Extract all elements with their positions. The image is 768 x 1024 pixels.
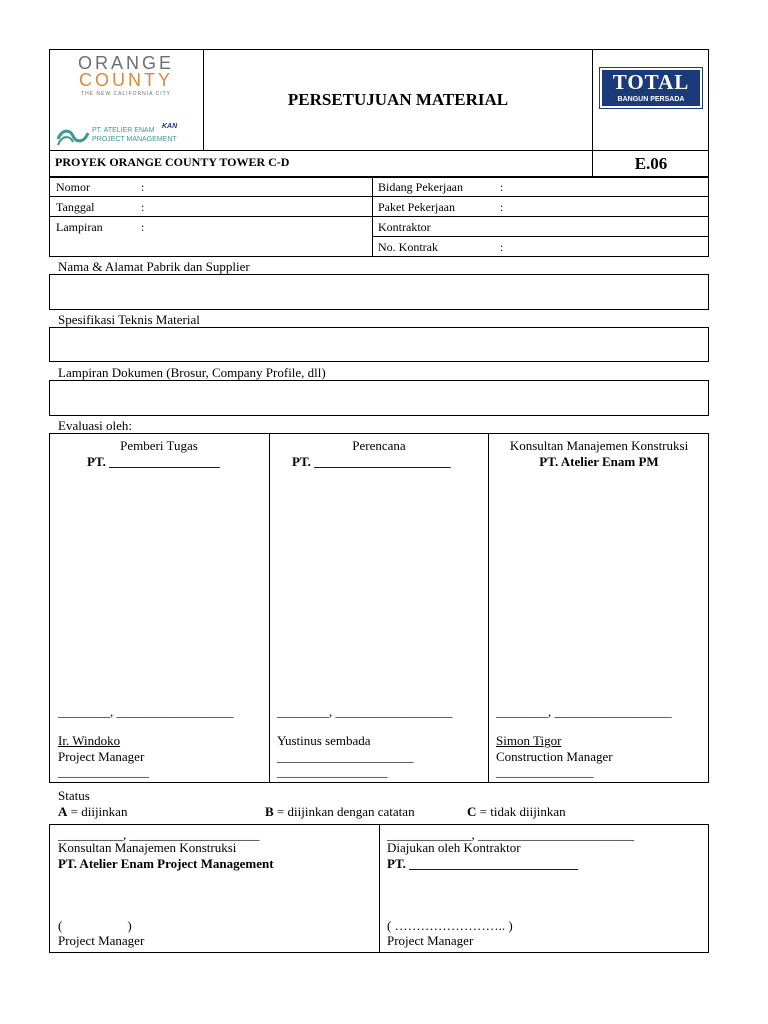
- approval-right-title: Project Manager: [387, 933, 474, 948]
- evaluator-1-name: Ir. Windoko: [58, 733, 121, 748]
- kan-text: KAN: [162, 123, 178, 130]
- atelier-swirl-icon: [56, 125, 90, 147]
- orange-county-logo: [56, 53, 196, 149]
- supplier-field[interactable]: [49, 274, 709, 310]
- evaluator-1-extra: ______________: [58, 764, 149, 779]
- paket-sep: :: [500, 200, 504, 214]
- atelier-company-line1: PT. ATELIER ENAM: [92, 127, 155, 134]
- evaluator-3-name: Simon Tigor: [496, 733, 562, 748]
- total-logo-sub: BANGUN PERSADA: [617, 96, 685, 103]
- kontraktor-label: Kontraktor: [378, 220, 431, 234]
- evaluator-1-company: PT. _________________: [87, 454, 220, 469]
- evaluator-3-date-line: ________, __________________: [496, 704, 672, 719]
- total-logo-name: TOTAL: [612, 70, 690, 94]
- logo-tagline: THE NEW CALIFORNIA CITY: [81, 91, 171, 97]
- approval-right-company: PT. __________________________: [387, 856, 579, 871]
- status-b: [265, 804, 415, 819]
- approval-right-role: Diajukan oleh Kontraktor: [387, 840, 521, 855]
- approval-left-title: Project Manager: [58, 933, 145, 948]
- tanggal-sep: :: [141, 200, 145, 214]
- evaluator-2-title: _____________________: [277, 749, 414, 764]
- status-a-key: A: [58, 804, 68, 819]
- total-bangun-persada-logo: [599, 67, 703, 109]
- evaluator-1-date-line: ________, __________________: [58, 704, 234, 719]
- paket-label: Paket Pekerjaan: [378, 200, 455, 214]
- nomor-sep: :: [141, 180, 145, 194]
- evaluator-2-role: Perencana: [352, 438, 406, 453]
- evaluator-1-title: Project Manager: [58, 749, 145, 764]
- approval-left-date-line: __________, ____________________: [58, 827, 260, 842]
- document-title: PERSETUJUAN MATERIAL: [287, 90, 509, 109]
- evaluator-2-name: Yustinus sembada: [277, 733, 371, 748]
- evaluator-3-extra: _______________: [496, 764, 594, 779]
- project-name: PROYEK ORANGE COUNTY TOWER C-D: [55, 155, 290, 169]
- spec-label: Spesifikasi Teknis Material: [58, 312, 200, 327]
- evaluator-3-company: PT. Atelier Enam PM: [539, 454, 659, 469]
- lampiran-label: Lampiran: [56, 220, 103, 234]
- evaluator-3-role: Konsultan Manajemen Konstruksi: [509, 438, 689, 453]
- status-a-text: = diijinkan: [67, 804, 128, 819]
- spec-field[interactable]: [49, 327, 709, 362]
- evaluator-2-company: PT. _____________________: [292, 454, 451, 469]
- atelier-company-line2: PROJECT MANAGEMENT: [92, 136, 177, 143]
- kontrak-label: No. Kontrak: [378, 240, 438, 254]
- docs-field[interactable]: [49, 380, 709, 416]
- logo-line2: COUNTY: [79, 70, 173, 90]
- lampiran-sep: :: [141, 220, 145, 234]
- status-c: [467, 804, 566, 819]
- evaluator-2-date-line: ________, __________________: [277, 704, 453, 719]
- approval-left-company: PT. Atelier Enam Project Management: [58, 856, 274, 871]
- bidang-sep: :: [500, 180, 504, 194]
- status-c-key: C: [467, 804, 477, 819]
- status-b-text: = diijinkan dengan catatan: [273, 804, 415, 819]
- tanggal-label: Tanggal: [56, 200, 95, 214]
- status-label: Status: [58, 788, 90, 803]
- evaluator-3-title: Construction Manager: [496, 749, 613, 764]
- evaluator-1-role: Pemberi Tugas: [120, 438, 198, 453]
- kan-badge: [162, 115, 196, 130]
- status-c-text: = tidak diijinkan: [476, 804, 566, 819]
- info-col-divider: [372, 177, 373, 257]
- docs-label: Lampiran Dokumen (Brosur, Company Profile, dll): [58, 365, 326, 380]
- approval-right-sign: ( …………………….. ): [387, 918, 513, 933]
- status-a: [58, 804, 127, 819]
- approval-left-sign: ( ): [58, 918, 132, 933]
- supplier-label: Nama & Alamat Pabrik dan Supplier: [58, 259, 250, 274]
- status-b-key: B: [265, 804, 274, 819]
- form-code: E.06: [634, 154, 668, 173]
- evaluator-2-extra: _________________: [277, 764, 388, 779]
- nomor-label: Nomor: [56, 180, 90, 194]
- logo-line1: ORANGE: [77, 53, 174, 73]
- kontrak-sep: :: [500, 240, 504, 254]
- bidang-label: Bidang Pekerjaan: [378, 180, 463, 194]
- approval-left-role: Konsultan Manajemen Konstruksi: [58, 840, 237, 855]
- evaluation-label: Evaluasi oleh:: [58, 418, 133, 433]
- approval-right-date-line: _____________, ________________________: [387, 827, 634, 842]
- evaluation-table: [49, 433, 709, 783]
- header-divider-horizontal: [49, 150, 709, 151]
